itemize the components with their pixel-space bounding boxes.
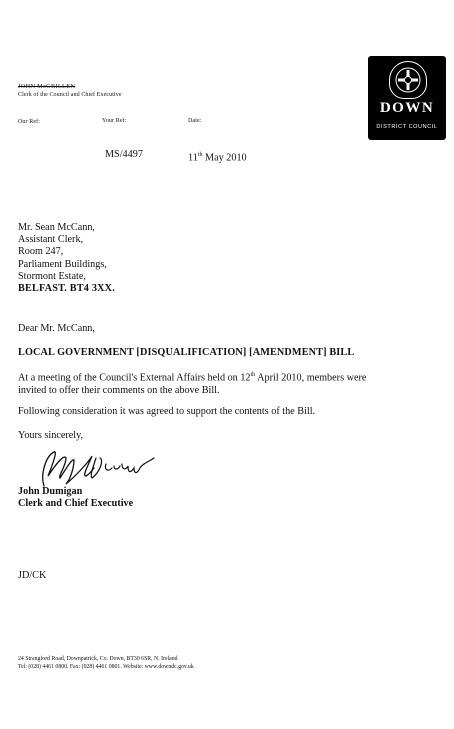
sender-name: JOHN McGRILLEN (18, 83, 76, 90)
paragraph-1-line-1 (18, 369, 438, 385)
para1-text-a: At a meeting of the Council's External Affairs held on 12 (18, 372, 251, 384)
recipient-address (18, 222, 115, 295)
closing: Yours sincerely, (18, 430, 84, 441)
footer-address: 24 Strangford Road, Downpatrick, Co. Down, BT30 6SR, N. Ireland (18, 656, 178, 662)
address-line: Assistant Clerk, (18, 234, 84, 246)
paragraph-1-line-2: invited to offer their comments on the above Bill. (18, 384, 220, 396)
date-rest: May 2010 (202, 152, 247, 164)
para1-text-b: April 2010, members were (255, 372, 367, 384)
your-ref-value: MS/4497 (105, 149, 143, 160)
paragraph-2: Following consideration it was agreed to support the contents of the Bill. (18, 406, 316, 417)
subject-line: LOCAL GOVERNMENT [DISQUALIFICATION] [AMENDMENT] BILL (18, 347, 355, 358)
our-ref-label: Our Ref: (18, 119, 40, 125)
date-day: 11 (188, 152, 198, 164)
paragraph-1 (18, 369, 438, 398)
letter-date (188, 149, 247, 165)
council-crest-icon (389, 61, 427, 99)
sender-title: Clerk of the Council and Chief Executive (18, 92, 122, 98)
address-line: BELFAST. BT4 3XX. (18, 282, 115, 294)
council-logo (368, 56, 446, 140)
date-suffix: th (197, 152, 203, 158)
date-label: Date: (188, 118, 202, 124)
footer-contact: Tel: (028) 4461 0800. Fax: (028) 4461 0801. Website: www.downdc.gov.uk (18, 664, 194, 670)
your-ref-label: Your Ref: (102, 118, 127, 124)
salutation: Dear Mr. McCann, (18, 323, 95, 334)
address-line: Room 247, (18, 246, 64, 258)
address-line: Parliament Buildings, (18, 258, 107, 270)
para1-sup: th (250, 372, 256, 378)
signatory-title: Clerk and Chief Executive (18, 498, 134, 509)
logo-subtitle: DISTRICT COUNCIL (376, 124, 438, 130)
logo-wordmark: DOWN (379, 100, 435, 116)
address-line: Mr. Sean McCann, (18, 222, 95, 233)
address-line: Stormont Estate, (18, 270, 86, 282)
letter-reference: JD/CK (18, 570, 47, 581)
signatory-name: John Dumigan (18, 486, 83, 497)
footer (18, 655, 194, 671)
